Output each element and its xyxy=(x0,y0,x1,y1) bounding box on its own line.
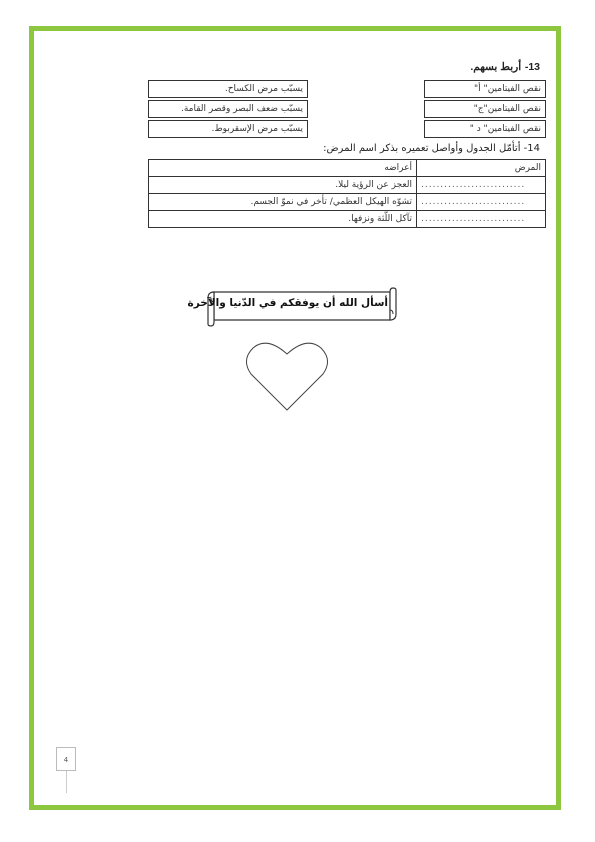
question-13-number: 13- xyxy=(524,61,540,73)
page-number: 4 xyxy=(56,747,76,771)
disease-blank[interactable]: ........................... xyxy=(417,177,546,194)
symptom-cell: تشوّه الهيكل العظمي/ تأخر في نموّ الجسم. xyxy=(149,194,417,211)
table-header-row xyxy=(149,160,546,177)
question-13-text: أربط بسهم. xyxy=(470,61,522,73)
match-left-item-2: يسبّب ضعف البصر وقصر القامة. xyxy=(148,100,308,118)
question-13-title xyxy=(470,61,540,73)
disease-blank[interactable]: ........................... xyxy=(417,211,546,228)
match-right-item-3: نقص الفيتامين" د " xyxy=(424,120,546,138)
table-row xyxy=(149,211,546,228)
table-row xyxy=(149,194,546,211)
heart-outline-icon xyxy=(245,338,329,414)
disease-table xyxy=(148,159,546,228)
question-14-title: 14- أتأمّل الجدول وأواصل تعميره بذكر اسم المرض: xyxy=(323,143,540,154)
match-right-item-1: نقص الفيتامين" أ" xyxy=(424,80,546,98)
match-left-item-1: يسبّب مرض الكساح. xyxy=(148,80,308,98)
disease-blank[interactable]: ........................... xyxy=(417,194,546,211)
symptom-cell: العجز عن الرؤية ليلا. xyxy=(149,177,417,194)
table-row xyxy=(149,177,546,194)
header-symptoms: أعراضه xyxy=(149,160,417,177)
header-disease: المرض xyxy=(417,160,546,177)
match-right-item-2: نقص الفيتامين"ج" xyxy=(424,100,546,118)
symptom-cell: تآكل اللّثة ونزفها. xyxy=(149,211,417,228)
closing-message: أسأل الله أن يوفقكم في الدّنيا والآخرة xyxy=(187,297,388,309)
match-left-item-3: يسبّب مرض الإسقربوط. xyxy=(148,120,308,138)
page-number-line xyxy=(66,771,67,793)
